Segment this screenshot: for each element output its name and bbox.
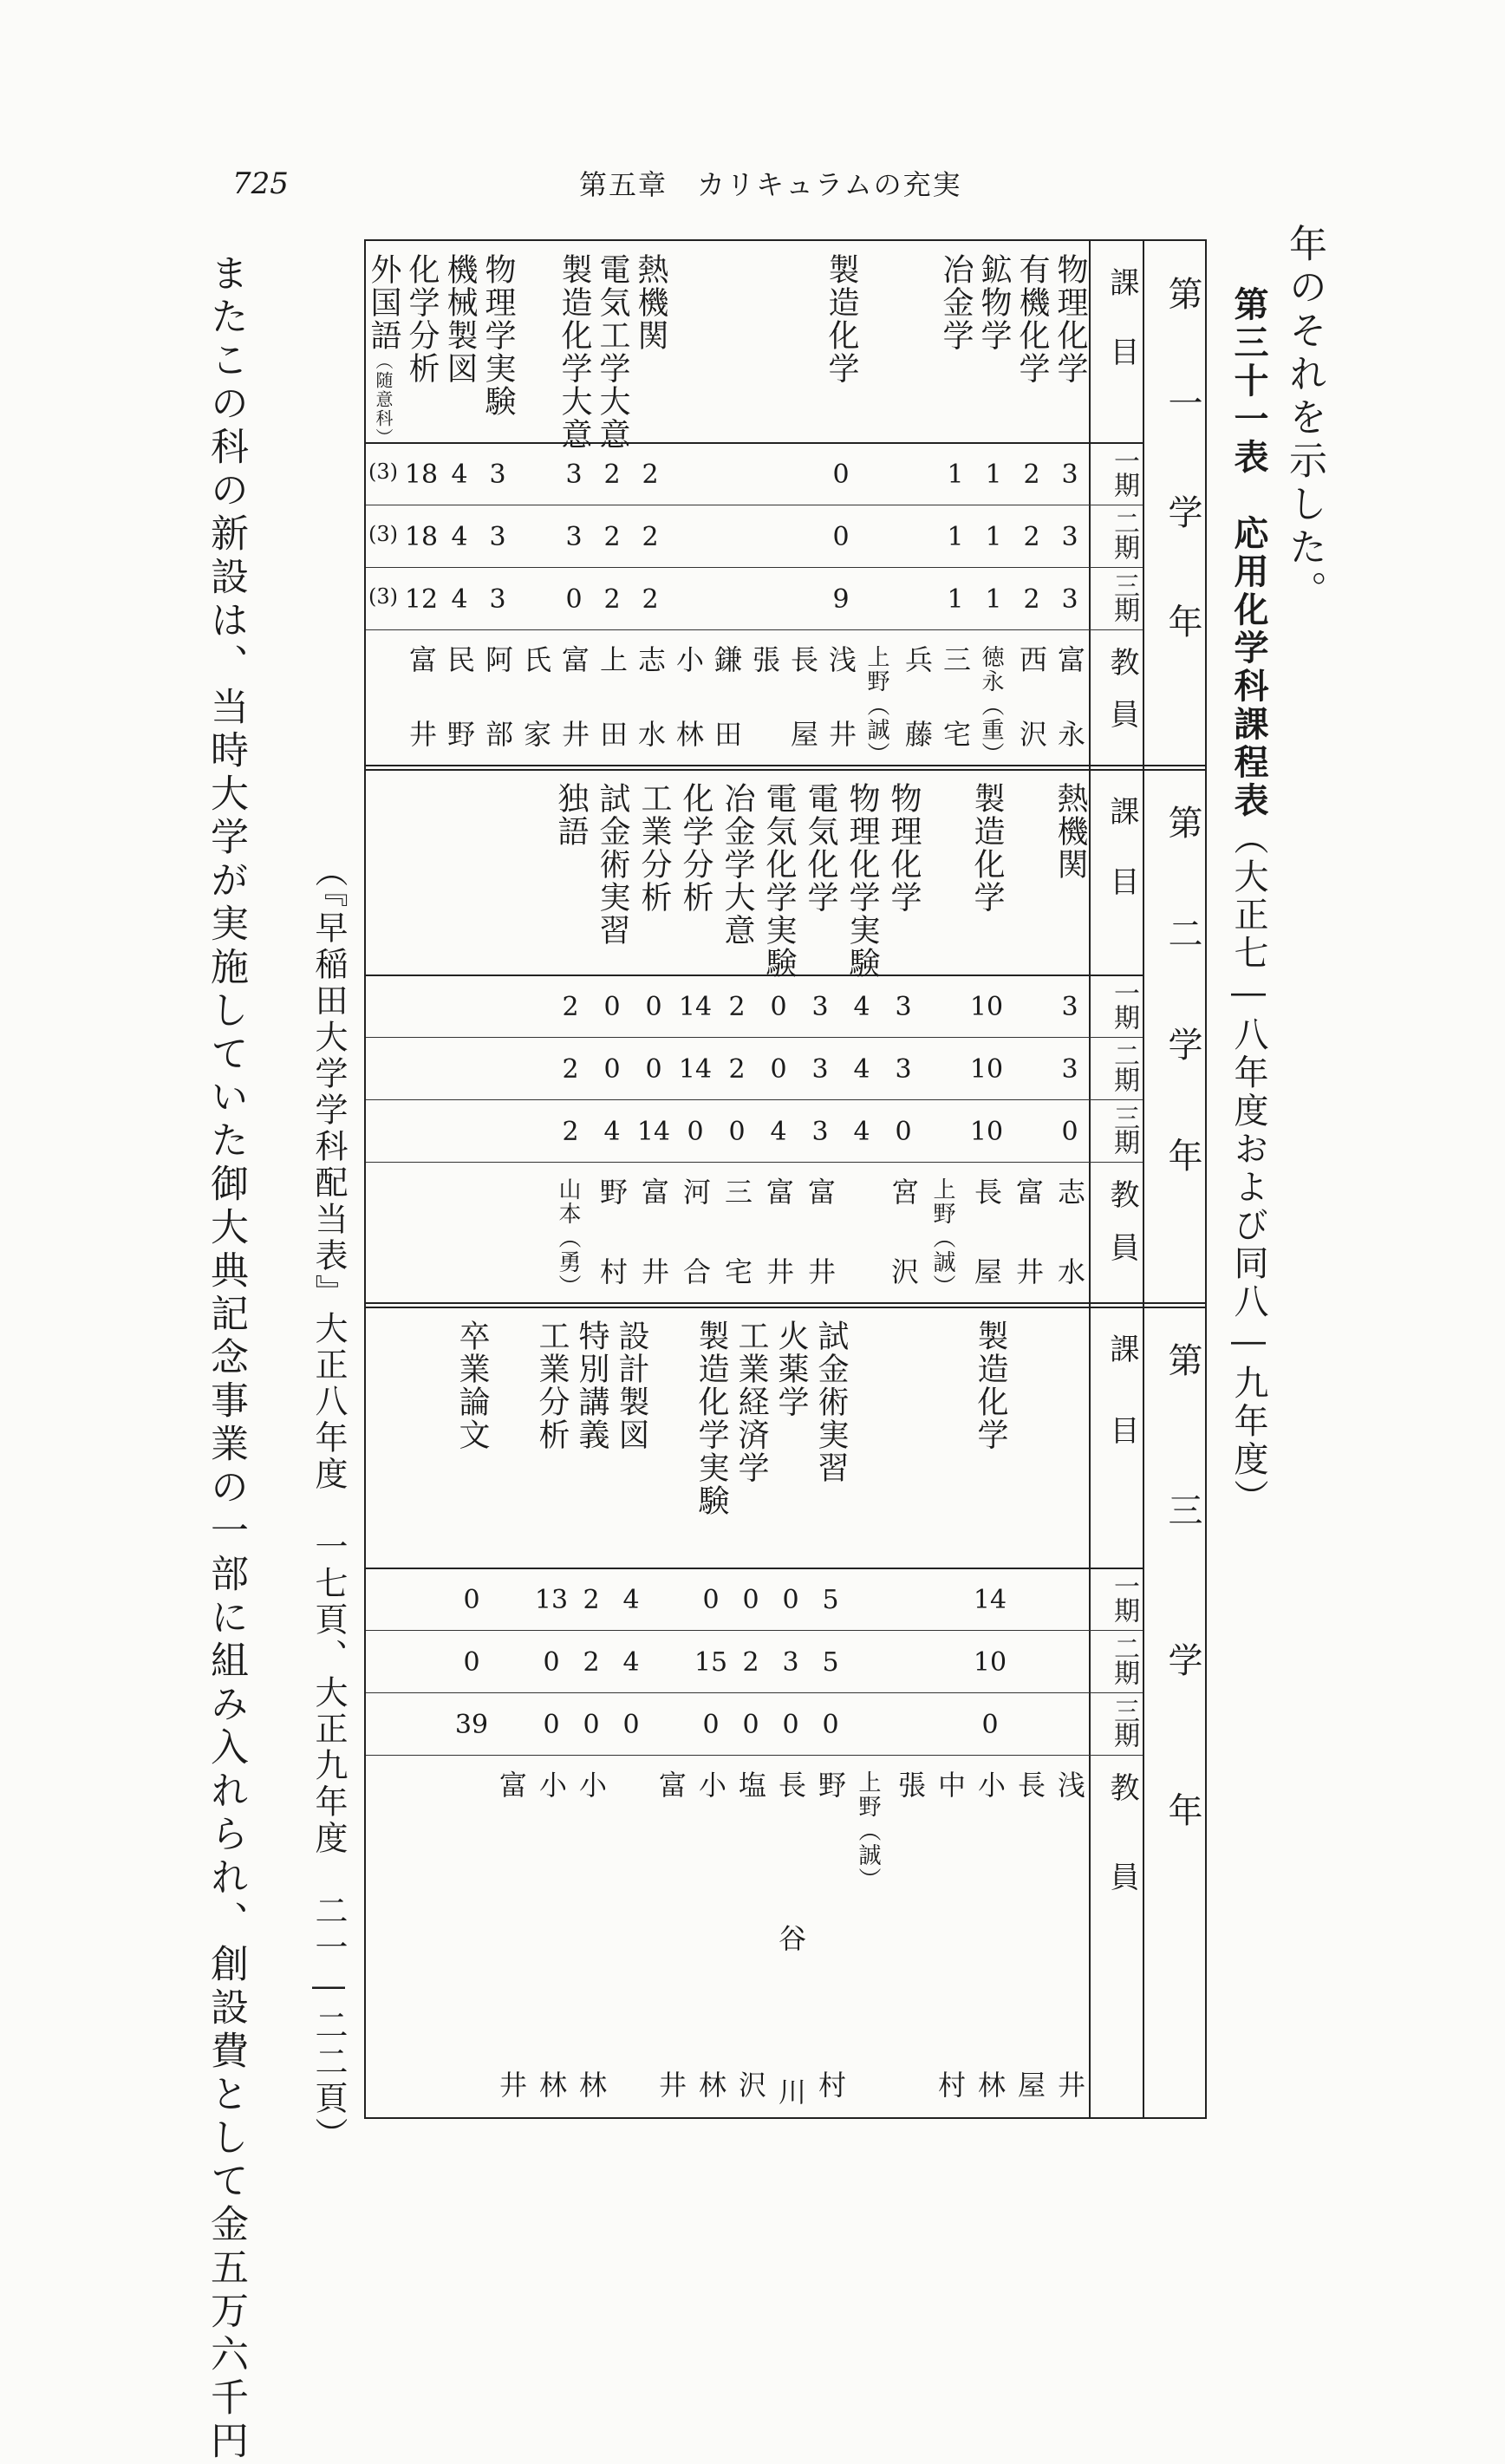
- teacher-name: 野村: [596, 1177, 629, 1337]
- period-hours: 2: [742, 1647, 759, 1678]
- period-hours: 4: [603, 1117, 621, 1147]
- teacher-name: 長屋: [1013, 1770, 1046, 2370]
- period-hours: 1: [947, 460, 964, 490]
- period-hours: 0: [822, 1710, 839, 1740]
- period-hours: 0: [728, 1117, 746, 1147]
- year-section-2: [366, 770, 1209, 1337]
- teacher-name: 野村: [814, 1770, 847, 2370]
- teacher-name: 小林: [535, 1770, 568, 2370]
- period-hours: 4: [853, 992, 870, 1022]
- period-hours: 0: [770, 1054, 787, 1085]
- year-section-3: [366, 1307, 1209, 2370]
- table-title: 第三十一表 応用化学科課程表: [1228, 286, 1268, 820]
- teacher-name: 富永: [1053, 645, 1086, 794]
- teacher-name: 長屋: [970, 1177, 1003, 1337]
- teacher-name: 三宅: [939, 645, 972, 794]
- period-hours: 2: [1023, 522, 1040, 552]
- teacher-name: 志水: [1053, 1177, 1086, 1337]
- teacher-name: 長谷川: [774, 1770, 807, 2231]
- period-hours: 0: [782, 1710, 799, 1740]
- subject-name: 試金術実習: [595, 782, 630, 947]
- period-hours: 0: [702, 1710, 720, 1740]
- row-divider: [366, 1692, 1143, 1693]
- period-header-2: 二期: [1109, 1635, 1139, 1684]
- period-hours: 3: [811, 1117, 829, 1147]
- table-title-block: [1224, 286, 1274, 1517]
- period-hours: 39: [454, 1710, 489, 1740]
- subject-name: 熱機関: [1052, 782, 1088, 881]
- period-header-3: 三期: [1109, 572, 1139, 621]
- subject-name: 設計製図: [614, 1320, 649, 1451]
- period-hours: 2: [603, 522, 621, 552]
- period-header-2: 二期: [1109, 1042, 1139, 1091]
- period-hours: (3): [368, 522, 398, 546]
- period-hours: 0: [543, 1710, 560, 1740]
- period-header-2: 二期: [1109, 510, 1139, 558]
- teacher-name: 張: [748, 645, 781, 720]
- intro-line: 年のそれを示した。: [1282, 224, 1326, 614]
- period-hours: 3: [489, 522, 506, 552]
- period-hours: 3: [565, 460, 583, 490]
- row-divider: [366, 1099, 1143, 1100]
- period-hours: 4: [853, 1117, 870, 1147]
- period-hours: 2: [603, 584, 621, 615]
- subject-name: 火薬学: [773, 1320, 809, 1418]
- period-hours: 0: [463, 1585, 480, 1615]
- row-divider: [366, 442, 1143, 444]
- teacher-name: 富井: [762, 1177, 795, 1337]
- period-hours: 0: [645, 992, 662, 1022]
- period-hours: 3: [1061, 1054, 1078, 1085]
- period-hours: 14: [678, 992, 713, 1022]
- period-hours: 0: [565, 584, 583, 615]
- subject-name: 物理学実験: [480, 253, 516, 418]
- teacher-name: 富井: [804, 1177, 837, 1337]
- subject-name: 独語: [553, 782, 589, 848]
- period-hours: 5: [822, 1585, 839, 1615]
- period-hours: 3: [1061, 522, 1078, 552]
- period-hours: 0: [1061, 1117, 1078, 1147]
- period-hours: 1: [947, 584, 964, 615]
- running-head: 第五章 カリキュラムの充実: [579, 168, 962, 201]
- teacher-name: 富井: [405, 645, 438, 794]
- period-hours: (3): [368, 460, 398, 484]
- teacher-name: 兵藤: [901, 645, 934, 794]
- period-hours: 4: [451, 584, 468, 615]
- period-hours: 2: [1023, 584, 1040, 615]
- teacher-name: 上野（誠）: [929, 1177, 955, 1299]
- period-hours: 4: [622, 1647, 640, 1678]
- period-hours: 0: [782, 1585, 799, 1615]
- teacher-name: 河合: [679, 1177, 712, 1337]
- period-header-3: 三期: [1109, 1105, 1139, 1153]
- period-hours: 2: [562, 992, 579, 1022]
- section-divider: [366, 769, 1205, 771]
- teacher-name: 浅井: [824, 645, 857, 794]
- subject-header: 課目: [1104, 796, 1139, 936]
- period-hours: 18: [404, 460, 439, 490]
- period-hours: 10: [973, 1647, 1007, 1678]
- period-hours: 12: [404, 584, 439, 615]
- teacher-name: 上田: [596, 645, 629, 794]
- period-hours: 0: [645, 1054, 662, 1085]
- period-hours: 18: [404, 522, 439, 552]
- row-divider: [366, 629, 1143, 630]
- subject-name: 化学分析: [678, 782, 713, 914]
- teacher-name: 小林: [974, 1770, 1007, 2370]
- row-divider: [366, 1568, 1143, 1569]
- teacher-name: 塩沢: [734, 1770, 767, 2370]
- subject-name: 物理化学: [1052, 253, 1088, 385]
- period-hours: 13: [534, 1585, 569, 1615]
- period-hours: 2: [728, 1054, 746, 1085]
- teacher-name: 阿部: [481, 645, 514, 794]
- subject-name: 化学分析: [404, 253, 440, 385]
- subject-name: 卒業論文: [454, 1320, 490, 1451]
- body-text: またこの科の新設は、当時大学が実施していた御大典記念事業の一部に組み入れられ、創設費として金五万六千円: [204, 253, 248, 2464]
- teacher-name: 小林: [694, 1770, 727, 2370]
- period-hours: 3: [489, 584, 506, 615]
- period-hours: (3): [368, 584, 398, 609]
- period-hours: 2: [642, 522, 659, 552]
- teacher-name: 富井: [557, 645, 590, 794]
- period-hours: 3: [565, 522, 583, 552]
- period-hours: 10: [969, 992, 1004, 1022]
- period-hours: 1: [985, 584, 1002, 615]
- period-header-3: 三期: [1109, 1698, 1139, 1746]
- teacher-name: 民野: [443, 645, 476, 794]
- period-hours: 10: [969, 1117, 1004, 1147]
- period-hours: 3: [895, 1054, 912, 1085]
- teacher-name: 中村: [934, 1770, 967, 2370]
- subject-name: 冶金学大意: [720, 782, 755, 947]
- teacher-name: 鎌田: [710, 645, 743, 794]
- subject-name: 電気化学: [803, 782, 838, 914]
- teacher-name: 上野（誠）: [855, 1770, 881, 1892]
- period-hours: 2: [642, 460, 659, 490]
- subject-note: （随意科）: [373, 352, 394, 447]
- period-hours: 2: [583, 1585, 600, 1615]
- period-hours: 0: [687, 1117, 704, 1147]
- subject-name: 試金術実習: [813, 1320, 849, 1484]
- year-label: 第一学年: [1163, 276, 1202, 713]
- period-hours: 0: [622, 1710, 640, 1740]
- subject-name: 有機化学: [1014, 253, 1050, 385]
- period-hours: 2: [603, 460, 621, 490]
- teacher-name: 小林: [672, 645, 705, 794]
- period-hours: 5: [822, 1647, 839, 1678]
- period-hours: 4: [770, 1117, 787, 1147]
- row-divider: [366, 1162, 1143, 1163]
- teacher-name: 富井: [1012, 1177, 1045, 1337]
- subject-name: 工業分析: [636, 782, 672, 914]
- period-hours: 3: [1061, 992, 1078, 1022]
- subject-name: 工業経済学: [733, 1320, 769, 1484]
- subject-header: 課目: [1104, 267, 1139, 406]
- period-hours: 3: [1061, 584, 1078, 615]
- subject-name: 鉱物学: [976, 253, 1012, 352]
- subject-name: 製造化学: [973, 1320, 1008, 1451]
- period-hours: 0: [981, 1710, 999, 1740]
- page-number: 725: [232, 166, 289, 201]
- period-hours: 0: [603, 992, 621, 1022]
- teacher-name: 上野（誠）: [863, 645, 889, 766]
- teacher-name: 富井: [495, 1770, 528, 2370]
- subject-name: 物理化学実験: [844, 782, 880, 980]
- year-label: 第三学年: [1163, 1342, 1202, 1942]
- subject-name: 電気化学実験: [761, 782, 797, 980]
- period-hours: 14: [678, 1054, 713, 1085]
- subject-name: 冶金学: [938, 253, 974, 352]
- period-header-1: 一期: [1109, 447, 1139, 496]
- table-title-paren: （大正七―八年度および同八―九年度）: [1228, 820, 1268, 1517]
- period-hours: 3: [489, 460, 506, 490]
- period-hours: 0: [742, 1585, 759, 1615]
- period-hours: 2: [583, 1647, 600, 1678]
- section-divider: [366, 765, 1205, 766]
- period-hours: 4: [622, 1585, 640, 1615]
- subject-name: 製造化学実験: [694, 1320, 729, 1517]
- period-header-1: 一期: [1109, 1573, 1139, 1621]
- period-hours: 2: [642, 584, 659, 615]
- subject-name: 製造化学大意: [557, 253, 592, 451]
- period-hours: 14: [636, 1117, 671, 1147]
- subject-name: 製造化学: [969, 782, 1005, 914]
- teacher-name: 徳永（重）: [978, 645, 1004, 766]
- subject-name: 工業分析: [534, 1320, 570, 1451]
- period-hours: 1: [947, 522, 964, 552]
- teacher-name: 富井: [637, 1177, 670, 1337]
- period-hours: 0: [770, 992, 787, 1022]
- period-hours: 3: [895, 992, 912, 1022]
- year-label: 第二学年: [1163, 805, 1202, 1248]
- teacher-name: 三宅: [720, 1177, 753, 1337]
- period-hours: 15: [694, 1647, 728, 1678]
- teacher-name: 富井: [655, 1770, 687, 2370]
- period-hours: 4: [853, 1054, 870, 1085]
- teacher-name: 小林: [575, 1770, 608, 2370]
- subject-name: 特別講義: [574, 1320, 609, 1451]
- period-hours: 0: [463, 1647, 480, 1678]
- teacher-name: 宮沢: [887, 1177, 920, 1337]
- period-hours: 0: [742, 1710, 759, 1740]
- period-hours: 2: [562, 1054, 579, 1085]
- subject-name: 熱機関: [633, 253, 668, 352]
- period-hours: 10: [969, 1054, 1004, 1085]
- period-hours: 3: [811, 992, 829, 1022]
- period-hours: 0: [895, 1117, 912, 1147]
- period-hours: 2: [1023, 460, 1040, 490]
- section-divider: [366, 1307, 1205, 1308]
- period-hours: 1: [985, 522, 1002, 552]
- subject-name: 機械製図: [442, 253, 478, 385]
- period-hours: 0: [832, 460, 850, 490]
- teacher-name: 氏家: [519, 645, 552, 794]
- teacher-name: 西沢: [1015, 645, 1048, 794]
- row-divider: [366, 1037, 1143, 1038]
- period-hours: 3: [811, 1054, 829, 1085]
- period-hours: 2: [562, 1117, 579, 1147]
- period-hours: 0: [603, 1054, 621, 1085]
- row-divider: [366, 1630, 1143, 1631]
- period-hours: 3: [782, 1647, 799, 1678]
- section-divider: [366, 1302, 1205, 1304]
- subject-name: 外国語（随意科）: [366, 253, 401, 447]
- period-hours: 2: [728, 992, 746, 1022]
- year-section-1: [366, 241, 1209, 794]
- teacher-header: 教員: [1104, 647, 1139, 751]
- teacher-header: 教員: [1104, 1179, 1139, 1285]
- subject-name: 電気工学大意: [595, 253, 630, 451]
- row-divider: [366, 567, 1143, 568]
- period-hours: 0: [583, 1710, 600, 1740]
- period-hours: 14: [973, 1585, 1007, 1615]
- teacher-name: 浅井: [1053, 1770, 1086, 2370]
- period-header-1: 一期: [1109, 980, 1139, 1028]
- period-hours: 9: [832, 584, 850, 615]
- period-hours: 3: [1061, 460, 1078, 490]
- subject-header: 課目: [1104, 1333, 1139, 1496]
- period-hours: 4: [451, 522, 468, 552]
- subject-name: 物理化学: [886, 782, 922, 914]
- period-hours: 1: [985, 460, 1002, 490]
- row-divider: [366, 975, 1143, 976]
- teacher-name: 志水: [634, 645, 667, 794]
- source-note: （『早稲田大学学科配当表』大正八年度 一七頁、大正九年度 二一―二二頁）: [309, 854, 348, 2154]
- period-hours: 0: [543, 1647, 560, 1678]
- teacher-name: 山本（勇）: [555, 1177, 581, 1299]
- teacher-name: 長屋: [786, 645, 819, 794]
- subject-name: 製造化学: [824, 253, 859, 385]
- period-hours: 0: [702, 1585, 720, 1615]
- period-hours: 0: [832, 522, 850, 552]
- curriculum-table: [364, 239, 1207, 2370]
- teacher-name: 張: [894, 1770, 927, 2070]
- row-divider: [366, 1755, 1143, 1756]
- teacher-header: 教員: [1104, 1772, 1139, 1951]
- period-hours: 4: [451, 460, 468, 490]
